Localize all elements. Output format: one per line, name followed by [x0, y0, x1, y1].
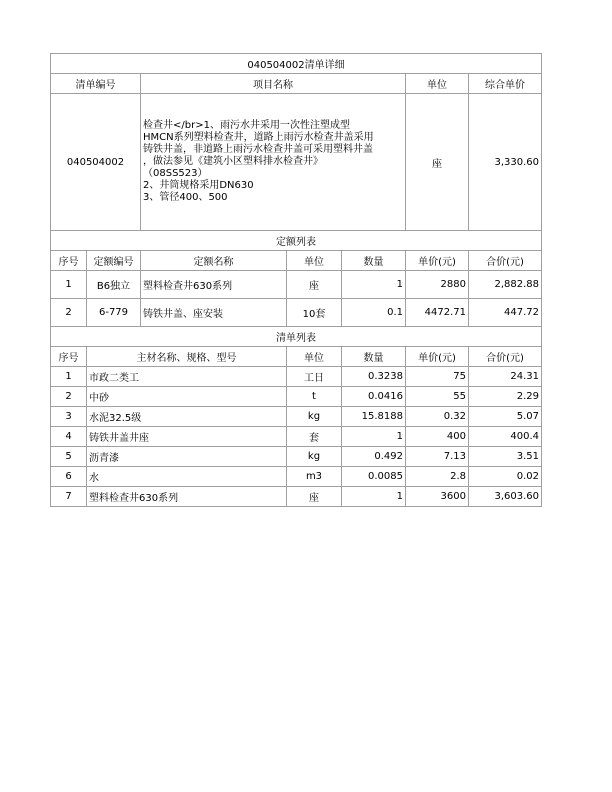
- item-description-line: 2、井筒规格采用DN630: [143, 180, 254, 191]
- col-material-name-cell: 市政二类工: [87, 367, 287, 387]
- col-seq-cell: 2: [51, 299, 87, 327]
- col-seq-header: 序号: [51, 347, 87, 367]
- col-qty-cell: 0.492: [342, 447, 406, 467]
- col-total-cell: 3.51: [469, 447, 542, 467]
- col-total-header: 合价(元): [469, 347, 542, 367]
- col-qty-cell: 0.0416: [342, 387, 406, 407]
- col-total-cell: 5.07: [469, 407, 542, 427]
- item-price: 3,330.60: [469, 94, 542, 231]
- col-unit-price-cell: 4472.71: [406, 299, 469, 327]
- col-seq-cell: 1: [51, 367, 87, 387]
- col-seq-cell: 6: [51, 467, 87, 487]
- col-total-cell: 3,603.60: [469, 487, 542, 507]
- material-row: [51, 487, 542, 507]
- col-material-name-cell: 铸铁井盖井座: [87, 427, 287, 447]
- col-seq-cell: 3: [51, 407, 87, 427]
- col-unit-cell: 套: [287, 427, 342, 447]
- col-qty-header: 数量: [342, 347, 406, 367]
- item-description: [141, 94, 406, 231]
- col-unit-cell: 10套: [287, 299, 342, 327]
- col-price-header: 综合单价: [469, 74, 542, 94]
- col-total-cell: 24.31: [469, 367, 542, 387]
- materials-section-title: 清单列表: [51, 327, 542, 347]
- col-total-cell: 447.72: [469, 299, 542, 327]
- col-seq-cell: 2: [51, 387, 87, 407]
- col-qty-cell: 1: [342, 487, 406, 507]
- col-unit-header: 单位: [287, 347, 342, 367]
- item-description-line: 铸铁井盖，非道路上雨污水检查井盖可采用塑料井盖: [143, 144, 373, 155]
- col-material-name-header: 主材名称、规格、型号: [87, 347, 287, 367]
- col-qty-cell: 1: [342, 271, 406, 299]
- col-quota-name-cell: 塑料检查井630系列: [141, 271, 287, 299]
- item-description-line: HMCN系列塑料检查井，道路上雨污水检查井盖采用: [143, 132, 374, 143]
- item-description-line: （08SS523）: [143, 168, 208, 179]
- col-qty-cell: 15.8188: [342, 407, 406, 427]
- col-qty-header: 数量: [342, 251, 406, 271]
- sheet-title: 040504002清单详细: [51, 54, 542, 74]
- material-row: [51, 387, 542, 407]
- col-seq-header: 序号: [51, 251, 87, 271]
- item-row: [51, 94, 542, 231]
- material-row: [51, 427, 542, 447]
- col-seq-cell: 1: [51, 271, 87, 299]
- col-material-name-cell: 水泥32.5级: [87, 407, 287, 427]
- col-material-name-cell: 塑料检查井630系列: [87, 487, 287, 507]
- title-row: [51, 54, 542, 74]
- col-quota-code-cell: B6独立: [87, 271, 141, 299]
- col-unit-price-cell: 400: [406, 427, 469, 447]
- col-total-cell: 400.4: [469, 427, 542, 447]
- col-material-name-cell: 沥青漆: [87, 447, 287, 467]
- col-total-cell: 2.29: [469, 387, 542, 407]
- materials-section-row: [51, 327, 542, 347]
- header-row: [51, 74, 542, 94]
- col-unit-price-cell: 55: [406, 387, 469, 407]
- col-unit-price-cell: 3600: [406, 487, 469, 507]
- col-qty-cell: 0.3238: [342, 367, 406, 387]
- col-unit-cell: kg: [287, 447, 342, 467]
- quota-row: [51, 299, 542, 327]
- col-quota-name-cell: 铸铁井盖、座安装: [141, 299, 287, 327]
- col-seq-cell: 5: [51, 447, 87, 467]
- col-total-cell: 0.02: [469, 467, 542, 487]
- col-unit-price-header: 单价(元): [406, 347, 469, 367]
- col-unit-cell: 工日: [287, 367, 342, 387]
- col-unit-cell: 座: [287, 487, 342, 507]
- col-unit-cell: t: [287, 387, 342, 407]
- col-unit-cell: kg: [287, 407, 342, 427]
- col-quota-code-header: 定额编号: [87, 251, 141, 271]
- col-seq-cell: 7: [51, 487, 87, 507]
- material-row: [51, 407, 542, 427]
- col-code-header: 清单编号: [51, 74, 141, 94]
- material-row: [51, 367, 542, 387]
- col-unit-price-cell: 0.32: [406, 407, 469, 427]
- col-name-header: 项目名称: [141, 74, 406, 94]
- col-unit-price-cell: 2880: [406, 271, 469, 299]
- col-seq-cell: 4: [51, 427, 87, 447]
- col-quota-name-header: 定额名称: [141, 251, 287, 271]
- col-qty-cell: 0.0085: [342, 467, 406, 487]
- col-qty-cell: 1: [342, 427, 406, 447]
- col-quota-code-cell: 6-779: [87, 299, 141, 327]
- col-unit-price-cell: 7.13: [406, 447, 469, 467]
- col-unit-price-cell: 2.8: [406, 467, 469, 487]
- bill-detail-table: [50, 53, 542, 507]
- col-total-header: 合价(元): [469, 251, 542, 271]
- quota-row: [51, 271, 542, 299]
- item-unit: 座: [406, 94, 469, 231]
- col-qty-cell: 0.1: [342, 299, 406, 327]
- col-unit-price-header: 单价(元): [406, 251, 469, 271]
- item-code: 040504002: [51, 94, 141, 231]
- col-unit-header: 单位: [406, 74, 469, 94]
- item-description-line: 检查井</br>1、雨污水井采用一次性注塑成型: [143, 120, 350, 131]
- bill-detail-sheet: [50, 53, 541, 507]
- col-material-name-cell: 水: [87, 467, 287, 487]
- col-unit-cell: m3: [287, 467, 342, 487]
- col-unit-header: 单位: [287, 251, 342, 271]
- col-unit-price-cell: 75: [406, 367, 469, 387]
- item-description-line: ，做法参见《建筑小区塑料排水检查井》: [143, 156, 323, 167]
- quota-section-row: [51, 231, 542, 251]
- materials-header-row: [51, 347, 542, 367]
- quota-section-title: 定额列表: [51, 231, 542, 251]
- material-row: [51, 467, 542, 487]
- col-material-name-cell: 中砂: [87, 387, 287, 407]
- material-row: [51, 447, 542, 467]
- col-unit-cell: 座: [287, 271, 342, 299]
- item-description-line: 3、管径400、500: [143, 192, 228, 203]
- quota-header-row: [51, 251, 542, 271]
- col-total-cell: 2,882.88: [469, 271, 542, 299]
